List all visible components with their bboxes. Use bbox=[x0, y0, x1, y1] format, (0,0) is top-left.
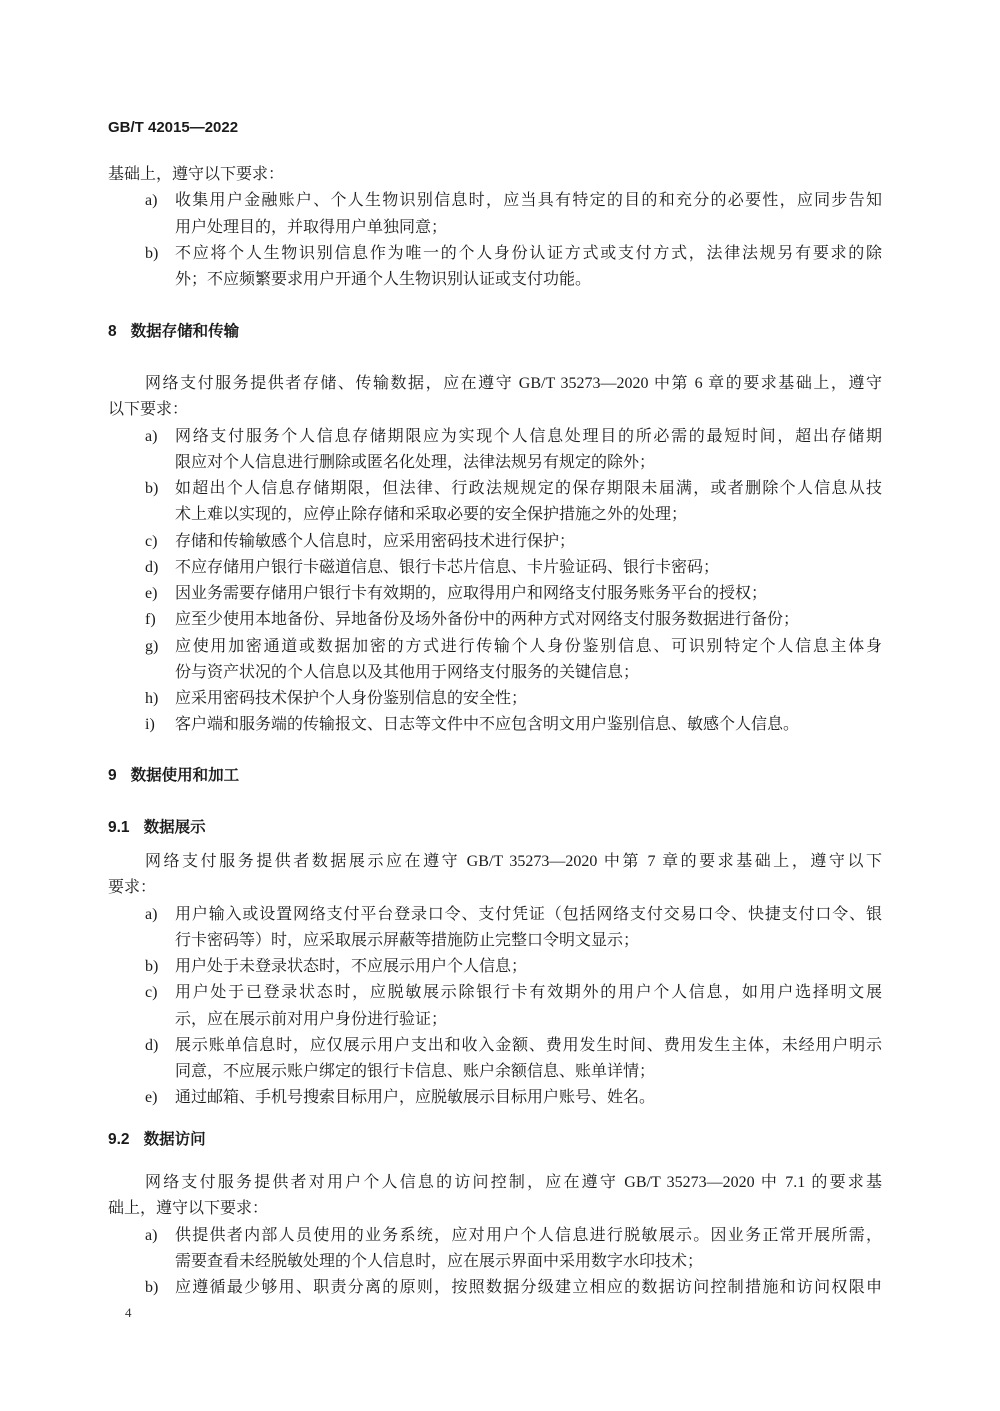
page-number: 4 bbox=[125, 1305, 132, 1320]
item-label: i) bbox=[145, 716, 155, 734]
item-text-line: 用户处于已登录状态时，应脱敏展示除银行卡有效期外的用户个人信息，如用户选择明文展 bbox=[175, 984, 882, 1002]
item-label: a) bbox=[145, 192, 158, 210]
list-item bbox=[108, 581, 882, 607]
item-text-line: 外；不应频繁要求用户开通个人生物识别认证或支付功能。 bbox=[175, 271, 592, 288]
paragraph-line: 网络支付服务提供者存储、传输数据，应在遵守 GB/T 35273—2020 中第 6 章的要求基础上，遵守 bbox=[145, 375, 882, 392]
list-item bbox=[108, 476, 882, 529]
item-label: a) bbox=[145, 427, 158, 445]
list-item bbox=[108, 529, 882, 555]
item-text-line: 通过邮箱、手机号搜索目标用户，应脱敏展示目标用户账号、姓名。 bbox=[175, 1089, 656, 1107]
section-heading bbox=[108, 319, 882, 345]
item-text-line: 份与资产状况的个人信息以及其他用于网络支付服务的关键信息； bbox=[175, 663, 640, 681]
list-item bbox=[108, 634, 882, 687]
list-item bbox=[108, 607, 882, 633]
item-text-line: 网络支付服务个人信息存储期限应为实现个人信息处理目的所必需的最短时间，超出存储期 bbox=[175, 427, 882, 445]
item-text-line: 存储和传输敏感个人信息时，应采用密码技术进行保护； bbox=[175, 532, 576, 550]
section-body bbox=[108, 371, 882, 739]
list-item bbox=[108, 1275, 882, 1301]
item-text-line: 用户处理目的，并取得用户单独同意； bbox=[175, 218, 448, 236]
item-label: b) bbox=[145, 1279, 159, 1296]
item-text-line: 术上难以实现的，应停止除存储和采取必要的安全保护措施之外的处理； bbox=[175, 506, 688, 524]
item-text-line: 展示账单信息时，应仅展示用户支出和收入金额、费用发生时间、费用发生主体，未经用户明示 bbox=[175, 1036, 882, 1054]
section-body bbox=[108, 849, 882, 1112]
item-label: f) bbox=[145, 611, 156, 629]
list-item bbox=[108, 188, 882, 241]
section-number: 9.2 bbox=[108, 1131, 130, 1148]
list-item bbox=[108, 686, 882, 712]
list-item bbox=[108, 555, 882, 581]
item-text-line: 同意，不应展示账户绑定的银行卡信息、账户余额信息、账单详情； bbox=[175, 1063, 656, 1080]
item-label: e) bbox=[145, 1089, 158, 1107]
document-id: GB/T 42015—2022 bbox=[108, 119, 239, 136]
item-label: d) bbox=[145, 1036, 159, 1054]
item-text-line: 不应将个人生物识别信息作为唯一的个人身份认证方式或支付方式，法律法规另有要求的除 bbox=[175, 244, 882, 262]
item-label: c) bbox=[145, 532, 158, 550]
list-item bbox=[108, 241, 882, 294]
list-item bbox=[108, 902, 882, 955]
section-body bbox=[108, 1170, 882, 1301]
subsection-heading bbox=[108, 815, 882, 841]
list-item bbox=[108, 1085, 882, 1111]
list-item bbox=[108, 424, 882, 477]
section-title: 数据使用和加工 bbox=[130, 767, 240, 784]
section-number: 8 bbox=[108, 323, 117, 340]
section-title: 数据存储和传输 bbox=[130, 323, 240, 340]
section-title: 数据访问 bbox=[143, 1131, 206, 1148]
item-text-line: 行卡密码等）时，应采取展示屏蔽等措施防止完整口令明文显示； bbox=[175, 931, 640, 949]
item-text-line: 收集用户金融账户、个人生物识别信息时，应当具有特定的目的和充分的必要性，应同步告知 bbox=[175, 192, 882, 210]
section-number: 9.1 bbox=[108, 819, 130, 836]
list-item bbox=[108, 980, 882, 1033]
paragraph-line: 网络支付服务提供者数据展示应在遵守 GB/T 35273—2020 中第 7 章的要求基础上，遵守以下 bbox=[145, 853, 882, 870]
item-text-line: 供提供者内部人员使用的业务系统，应对用户个人信息进行脱敏展示。因业务正常开展所需， bbox=[175, 1226, 882, 1244]
item-text-line: 不应存储用户银行卡磁道信息、银行卡芯片信息、卡片验证码、银行卡密码； bbox=[175, 558, 720, 576]
paragraph-line: 础上，遵守以下要求： bbox=[108, 1200, 269, 1218]
item-text-line: 应至少使用本地备份、异地备份及场外备份中的两种方式对网络支付服务数据进行备份； bbox=[175, 611, 800, 629]
list-item bbox=[108, 1033, 882, 1086]
list-item bbox=[108, 954, 882, 980]
subsection-heading bbox=[108, 1127, 882, 1153]
item-text-line: 应遵循最少够用、职责分离的原则，按照数据分级建立相应的数据访问控制措施和访问权限申 bbox=[175, 1279, 882, 1296]
item-label: b) bbox=[145, 244, 159, 262]
item-text-line: 用户处于未登录状态时，不应展示用户个人信息； bbox=[175, 958, 528, 975]
section-title: 数据展示 bbox=[143, 819, 206, 836]
item-label: e) bbox=[145, 585, 158, 602]
list-item bbox=[108, 712, 882, 738]
section-number: 9 bbox=[108, 767, 117, 784]
paragraph-line: 基础上，遵守以下要求： bbox=[108, 166, 285, 183]
item-text-line: 需要查看未经脱敏处理的个人信息时，应在展示界面中采用数字水印技术； bbox=[175, 1252, 704, 1270]
item-label: a) bbox=[145, 1226, 158, 1244]
paragraph-line: 要求： bbox=[108, 879, 157, 897]
item-text-line: 限应对个人信息进行删除或匿名化处理，法律法规另有规定的除外； bbox=[175, 453, 656, 471]
item-text-line: 用户输入或设置网络支付平台登录口令、支付凭证（包括网络支付交易口令、快捷支付口令、银 bbox=[175, 905, 882, 923]
list-item bbox=[108, 1223, 882, 1276]
item-text-line: 应使用加密通道或数据加密的方式进行传输个人身份鉴别信息、可识别特定个人信息主体身 bbox=[175, 637, 882, 655]
item-text-line: 如超出个人信息存储期限，但法律、行政法规规定的保存期限未届满，或者删除个人信息从技 bbox=[175, 480, 882, 497]
item-label: g) bbox=[145, 637, 159, 655]
item-text-line: 因业务需要存储用户银行卡有效期的，应取得用户和网络支付服务账务平台的授权； bbox=[175, 585, 768, 602]
item-label: a) bbox=[145, 905, 158, 923]
item-text-line: 客户端和服务端的传输报文、日志等文件中不应包含明文用户鉴别信息、敏感个人信息。 bbox=[175, 716, 800, 734]
item-text-line: 示，应在展示前对用户身份进行验证； bbox=[175, 1010, 448, 1028]
paragraph-line: 网络支付服务提供者对用户个人信息的访问控制，应在遵守 GB/T 35273—2020 中 7.1 的要求基 bbox=[145, 1174, 882, 1191]
item-label: b) bbox=[145, 958, 159, 975]
paragraph-line: 以下要求： bbox=[108, 401, 189, 419]
item-label: b) bbox=[145, 480, 159, 497]
item-label: c) bbox=[145, 984, 158, 1002]
item-label: d) bbox=[145, 558, 159, 576]
section-heading bbox=[108, 763, 882, 789]
item-label: h) bbox=[145, 690, 159, 707]
continuation-block bbox=[108, 162, 882, 293]
item-text-line: 应采用密码技术保护个人身份鉴别信息的安全性； bbox=[175, 690, 528, 707]
